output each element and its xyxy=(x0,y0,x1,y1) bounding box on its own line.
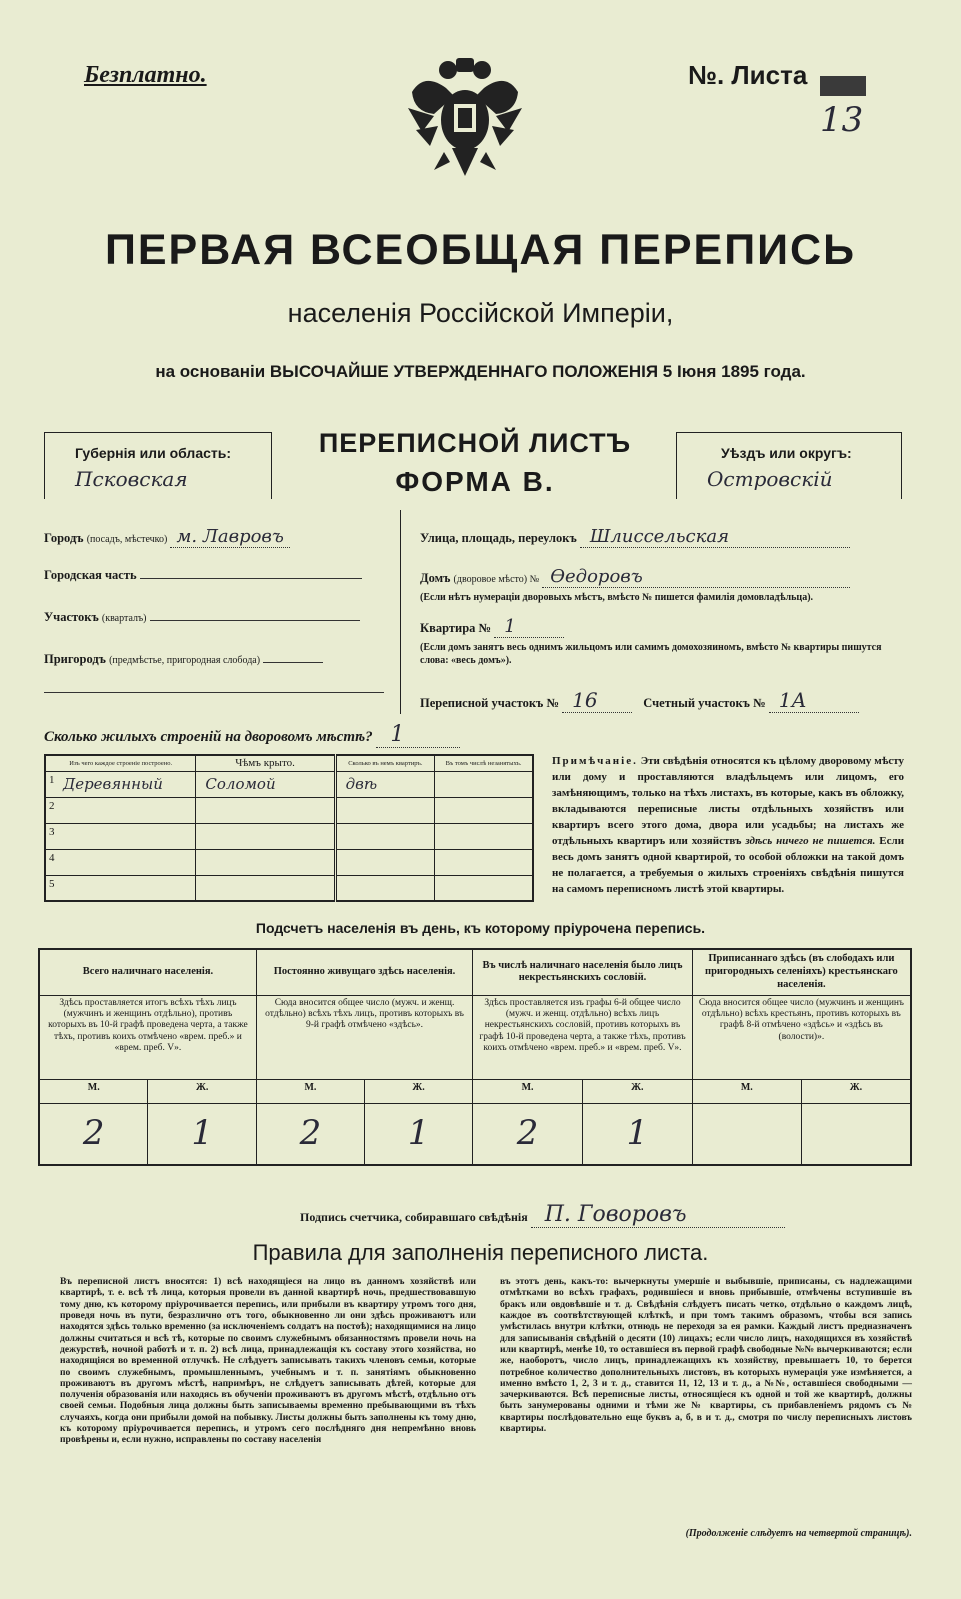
building-vacant-cell[interactable] xyxy=(435,797,533,823)
building-apartments-cell[interactable] xyxy=(335,797,434,823)
male-count-cell[interactable]: 2 xyxy=(256,1103,364,1165)
female-count-cell[interactable] xyxy=(801,1103,911,1165)
building-roof-cell[interactable] xyxy=(196,771,335,797)
building-roof-cell-value xyxy=(197,853,205,871)
building-row-number: 2 xyxy=(49,799,55,812)
count-area-value[interactable]: 1А xyxy=(769,688,859,713)
building-apartments-cell-value xyxy=(338,827,346,845)
city-row xyxy=(44,526,384,547)
building-row-number: 1 xyxy=(49,773,55,786)
population-column-head: Приписаннаго здѣсь (въ слободахъ или пригородныхъ селеніяхъ) крестьянскаго населенія. xyxy=(692,949,911,995)
house-label: Домъ xyxy=(420,571,451,585)
apartment-note: (Если домъ занятъ весь однимъ жильцомъ или самимъ домохозяиномъ, вмѣсто № квартиры пишутся слова: «весь домъ»). xyxy=(420,642,882,666)
street-label: Улица, площадь, переулокъ xyxy=(420,531,577,545)
building-material-cell[interactable] xyxy=(45,823,196,849)
suburb-hint: (предмѣстье, пригородная слобода) xyxy=(109,655,261,666)
building-vacant-cell[interactable] xyxy=(435,823,533,849)
building-apartments-cell-value: двѣ xyxy=(345,774,378,793)
sheet-number-label: №. Листа xyxy=(688,60,808,90)
building-roof-cell-value xyxy=(197,801,205,819)
census-area-value[interactable]: 16 xyxy=(562,688,632,713)
building-apartments-cell[interactable] xyxy=(335,849,434,875)
uezd-box xyxy=(676,432,902,499)
building-vacant-cell-value xyxy=(436,878,444,896)
building-roof-cell-value xyxy=(197,878,205,896)
female-count-cell[interactable]: 1 xyxy=(582,1103,692,1165)
building-roof-cell[interactable] xyxy=(196,797,335,823)
city-hint: (посадъ, мѣстечко) xyxy=(86,534,168,545)
buildings-row xyxy=(45,771,533,797)
population-description-row xyxy=(39,995,911,1079)
district-hint: (кварталъ) xyxy=(101,613,147,624)
population-column-description: Здѣсь проставляется изъ графы 6-й общее число (мужч. и женщ. отдѣльно) всѣхъ лицъ некрестьянскихъ сословій, противъ которыхъ въ графѣ 10-й проведена черта, а также тѣхъ, противъ коихъ отмѣчено «врем. преб.» и «врем. преб. V». xyxy=(473,995,693,1079)
buildings-question xyxy=(44,722,460,748)
building-apartments-cell-value xyxy=(338,801,346,819)
population-column-description: Сюда вносится общее число (мужч. и женщ. отдѣльно) всѣхъ тѣхъ лицъ, противъ которыхъ въ 9-й графѣ отмѣчено «здѣсь». xyxy=(256,995,472,1079)
gubernia-value[interactable]: Псковская xyxy=(75,467,188,491)
form-label: ФОРМА В. xyxy=(395,466,555,497)
signature-label: Подпись счетчика, собиравшаго свѣдѣнія xyxy=(300,1210,528,1224)
buildings-header-apartments: Сколько въ немъ квартиръ. xyxy=(335,755,434,771)
street-value[interactable]: Шлиссельская xyxy=(580,526,850,548)
population-column-head: Въ числѣ наличнаго населенія было лицъ некрестьянскихъ сословій. xyxy=(473,949,693,995)
basis-line xyxy=(0,362,961,382)
buildings-header-roof: Чѣмъ крыто. xyxy=(196,755,335,771)
district-field[interactable] xyxy=(150,620,360,621)
census-subtitle: населенія Россійской Имперіи, xyxy=(287,298,674,328)
building-vacant-cell-value xyxy=(436,827,444,845)
house-value[interactable]: Ѳедоровъ xyxy=(542,566,850,588)
city-label: Городъ xyxy=(44,531,84,545)
gubernia-label: Губернія или область: xyxy=(75,445,232,461)
buildings-header-material: Изъ чего каждое строеніе построено. xyxy=(45,755,196,771)
uezd-value[interactable]: Островскій xyxy=(707,467,833,491)
buildings-note-title: Примѣчаніе. xyxy=(552,755,638,767)
sheet-number-value: 13 xyxy=(820,100,864,140)
building-roof-cell[interactable] xyxy=(196,823,335,849)
district-label: Участокъ xyxy=(44,610,99,624)
imperial-eagle-emblem xyxy=(404,52,526,182)
male-label: М. xyxy=(256,1079,364,1103)
population-table xyxy=(38,948,912,1166)
stamp-mark xyxy=(820,76,866,96)
building-vacant-cell-value xyxy=(436,853,444,871)
buildings-row xyxy=(45,849,533,875)
population-column-description: Сюда вносится общее число (мужчинъ и женщинъ отдѣльно) всѣхъ крестьянъ, противъ которыхъ въ графѣ 8-й отмѣчено «здѣсь» и «здѣсь въ (волости)». xyxy=(692,995,911,1079)
building-material-cell[interactable] xyxy=(45,875,196,901)
form-heading: ПЕРЕПИСНОЙ ЛИСТЪ xyxy=(318,428,632,458)
apartment-value[interactable]: 1 xyxy=(494,616,564,638)
house-note: (Если нѣтъ нумераціи дворовыхъ мѣстъ, вмѣсто № пишется фамилія домовладѣльца). xyxy=(420,592,814,603)
suburb-field-2[interactable] xyxy=(44,692,384,693)
building-apartments-cell-value xyxy=(338,878,346,896)
buildings-row xyxy=(45,797,533,823)
rules-continued: (Продолженіе слѣдуетъ на четвертой страницѣ). xyxy=(685,1528,912,1539)
suburb-label: Пригородъ xyxy=(44,652,106,666)
population-column-head: Постоянно живущаго здѣсь населенія. xyxy=(256,949,472,995)
male-label: М. xyxy=(39,1079,148,1103)
male-count-cell[interactable] xyxy=(692,1103,801,1165)
population-column-head: Всего наличнаго населенія. xyxy=(39,949,256,995)
female-label: Ж. xyxy=(148,1079,256,1103)
rules-right-column: въ этотъ день, какъ-то: вычеркнуты умершіе и выбывшіе, приписаны, съ надлежащими отмѣтками во всѣхъ графахъ, родившіеся и вновь прибывшіе, отмѣчены вступившіе въ бракъ или овдовѣвшіе и т. д. Свѣдѣнія слѣдуетъ писать четко, отдѣльно о каждомъ лицѣ, каждое въ соотвѣтствующей клѣткѣ, и при томъ такимъ образомъ, чтобы вся запись умѣстилась внутри клѣтки, отнюдь не переходя за ея рамки. Каждый листъ предназначенъ для записыванія свѣдѣній о десяти (10) лицахъ; если число лицъ, находящихся въ хозяйствѣ или квартирѣ, менѣе 10, то оставшіеся въ первой графѣ свободные №№ вычеркиваются; если же, наоборотъ, число лицъ, принадлежащихъ къ хозяйству, превышаетъ 10, то берется потребное количество дополнительныхъ листовъ, въ которыхъ нумерація уже измѣняется, а именно вмѣсто 1, 2, 3 и т. д., ставится 11, 12, 13 и т. д., а №№, оставшіеся свободными — зачеркиваются. Всѣ переписные листы, относящіеся къ одной и той же квартирѣ, должны быть занумерованы одними и тѣми же № квартиры, съ прибавленіемъ рядомъ съ № квартиры послѣдовательно еще буквъ а, б, в и т. д., смотря по числу переписныхъ листовъ квартиры. xyxy=(500,1276,912,1435)
population-values-row xyxy=(39,1103,911,1165)
male-count-cell[interactable]: 2 xyxy=(39,1103,148,1165)
building-material-cell[interactable] xyxy=(45,771,196,797)
building-apartments-cell-value xyxy=(338,853,346,871)
house-hint: (дворовое мѣсто) № xyxy=(453,574,540,585)
building-vacant-cell[interactable] xyxy=(435,771,533,797)
census-title: ПЕРВАЯ ВСЕОБЩАЯ ПЕРЕПИСЬ xyxy=(104,226,857,274)
building-material-cell-value: Деревянный xyxy=(63,774,163,793)
male-label: М. xyxy=(473,1079,583,1103)
building-apartments-cell[interactable] xyxy=(335,771,434,797)
uezd-label: Уѣздъ или округъ: xyxy=(721,445,852,461)
buildings-note-text: Эти свѣдѣнія относятся къ цѣлому дворовому мѣсту или дому и проставляются владѣльцемъ или лицомъ, его замѣняющимъ, только на тѣхъ листахъ, въ которые, какъ въ обложку, вкладываются переписные листы отдѣльныхъ хозяйствъ или квартиръ всего этого дома, двора или усадьбы; на листахъ же отдѣльныхъ квартиръ или хозяйствъ xyxy=(552,755,904,847)
count-area-label: Счетный участокъ № xyxy=(643,696,766,710)
female-label: Ж. xyxy=(365,1079,473,1103)
population-header-row xyxy=(39,949,911,995)
signature-row xyxy=(300,1202,785,1228)
apartment-label: Квартира № xyxy=(420,621,492,635)
building-row-number: 3 xyxy=(49,825,55,838)
buildings-row xyxy=(45,875,533,901)
population-column-description: Здѣсь проставляется итогъ всѣхъ тѣхъ лицъ (мужчинъ и женщинъ отдѣльно), противъ которыхъ въ 10-й графѣ проведена черта, а также тѣхъ, противъ коихъ отмѣчено «врем. преб.» и «врем. преб. V». xyxy=(39,995,256,1079)
building-vacant-cell[interactable] xyxy=(435,875,533,901)
suburb-row xyxy=(44,652,323,667)
building-row-number: 5 xyxy=(49,877,55,890)
population-title: Подсчетъ населенія въ день, къ которому пріурочена перепись. xyxy=(255,920,706,936)
house-row xyxy=(420,566,850,588)
building-roof-cell[interactable] xyxy=(196,875,335,901)
building-apartments-cell[interactable] xyxy=(335,875,434,901)
population-sex-row xyxy=(39,1079,911,1103)
basis-prefix: на основаніи xyxy=(155,362,266,381)
female-count-cell[interactable]: 1 xyxy=(365,1103,473,1165)
building-vacant-cell-value xyxy=(436,775,444,793)
building-vacant-cell[interactable] xyxy=(435,849,533,875)
census-area-row xyxy=(420,688,859,713)
buildings-header-vacant: Въ томъ числѣ незанятыхъ. xyxy=(435,755,533,771)
gubernia-box xyxy=(44,432,272,499)
district-row xyxy=(44,610,360,625)
buildings-table xyxy=(44,754,534,902)
building-material-cell[interactable] xyxy=(45,849,196,875)
buildings-question-text: Сколько жилыхъ строеній на дворовомъ мѣстѣ? xyxy=(44,729,373,745)
buildings-note-text-2: Если весь домъ занятъ одной квартирой, то особой обложки на такой домъ не полагается, а требуемыя о жилыхъ строеніяхъ свѣдѣнія пишутся на самомъ переписномъ листѣ этой квартиры. xyxy=(552,834,905,895)
building-material-cell[interactable] xyxy=(45,797,196,823)
building-roof-cell-value: Соломой xyxy=(205,774,276,793)
female-label: Ж. xyxy=(582,1079,692,1103)
buildings-note-italic: здѣсь ничего не пишется. xyxy=(745,834,876,847)
female-count-cell[interactable]: 1 xyxy=(148,1103,256,1165)
basis-date: 5 Іюня 1895 года. xyxy=(662,362,806,381)
city-part-row xyxy=(44,568,362,583)
census-area-label: Переписной участокъ № xyxy=(420,696,560,710)
buildings-row xyxy=(45,823,533,849)
female-label: Ж. xyxy=(801,1079,911,1103)
male-count-cell[interactable]: 2 xyxy=(473,1103,583,1165)
city-part-field[interactable] xyxy=(140,578,362,579)
buildings-note xyxy=(552,754,904,897)
street-row xyxy=(420,526,850,548)
building-roof-cell[interactable] xyxy=(196,849,335,875)
building-vacant-cell-value xyxy=(436,801,444,819)
building-roof-cell-value xyxy=(197,827,205,845)
city-part-label: Городская часть xyxy=(44,568,137,582)
rules-left-column: Въ переписной листъ вносятся: 1) всѣ находящіеся на лицо въ данномъ хозяйствѣ или квартирѣ, т. е. всѣ тѣ лица, которыя провели въ данной квартирѣ ночь, предшествовавшую тому дню, къ которому пріурочивается перепись, или прибыли въ квартиру утромъ того дня, проведя ночь въ пути, безразлично отъ того, обыкновенно ли они здѣсь проживаютъ или находятся здѣсь только временно (за исключеніемъ солдатъ на постоѣ); находящимися на лицо должны считаться и всѣ тѣ, которые по своимъ служебнымъ обязанностямъ провели ночь на дежурствѣ, ночной работѣ и т. п. 2) всѣ лица, принадлежащія къ составу этого хозяйства, но находящіяся во временной отлучкѣ. Не слѣдуетъ записывать такихъ членовъ семьи, которые по своимъ служебнымъ, промышленнымъ, учебнымъ и т. п. занятіямъ обыкновенно проживаютъ въ другомъ мѣстѣ, напримѣръ, не слѣдуетъ записывать дѣтей, которые для полученія образованія или находясь въ обученіи проживаютъ въ другомъ мѣстѣ, отдѣльно отъ своей семьи. Подобныя лица должны быть записываемы временно пребывающими въ тѣхъ случаяхъ, когда они прибыли домой на побывку. Листы должны быть заполнены къ тому дню, къ которому пріурочивается перепись, и утромъ сего послѣдняго дня непремѣнно вновь провѣрены и, если нужно, исправлены по составу населенія xyxy=(60,1276,476,1446)
apartment-row xyxy=(420,616,564,638)
male-label: М. xyxy=(692,1079,801,1103)
address-divider xyxy=(400,510,401,714)
basis-caps: ВЫСОЧАЙШЕ УТВЕРЖДЕННАГО ПОЛОЖЕНІЯ xyxy=(269,362,659,381)
building-apartments-cell[interactable] xyxy=(335,823,434,849)
free-label: Безплатно. xyxy=(84,62,207,88)
rules-title: Правила для заполненія переписного листа. xyxy=(252,1240,709,1265)
city-value[interactable]: м. Лавровъ xyxy=(170,526,289,548)
buildings-answer[interactable]: 1 xyxy=(376,722,460,748)
suburb-field[interactable] xyxy=(263,662,323,663)
signature-value[interactable]: П. Говоровъ xyxy=(531,1202,785,1228)
building-row-number: 4 xyxy=(49,851,55,864)
